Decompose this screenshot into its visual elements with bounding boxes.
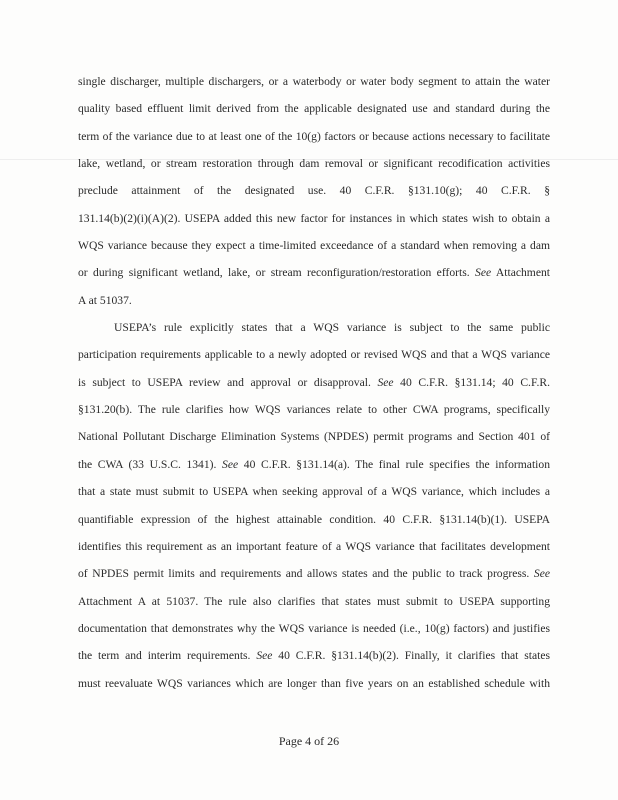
body-text [78,68,550,697]
text-line: the term and interim requirements. See 40 C.F.R. §131.14(b)(2). Finally, it clarifies that states [78,649,550,663]
text-line: of NPDES permit limits and requirements and allows states and the public to track progress. See [78,567,550,581]
text-line: quantifiable expression of the highest attainable condition. 40 C.F.R. §131.14(b)(1). USEPA [78,512,550,526]
text-line: §131.20(b). The rule clarifies how WQS variances relate to other CWA programs, specifically [78,403,550,417]
text-line: that a state must submit to USEPA when seeking approval of a WQS variance, which includes a [78,485,550,499]
text-line: is subject to USEPA review and approval or disapproval. See 40 C.F.R. §131.14; 40 C.F.R. [78,375,550,389]
citation-signal: See [256,649,273,663]
page-number: Page 4 of 26 [278,734,340,748]
text-line: must reevaluate WQS variances which are longer than five years on an established schedule with [78,676,550,690]
text-line: National Pollutant Discharge Elimination Systems (NPDES) permit programs and Section 401 of [78,430,550,444]
text-line: identifies this requirement as an important feature of a WQS variance that facilitates development [78,539,550,553]
text-line: participation requirements applicable to a newly adopted or revised WQS and that a WQS variance [78,348,550,362]
citation-signal: See [533,567,550,581]
text-line: or during significant wetland, lake, or stream reconfiguration/restoration efforts. See Attachment [78,266,550,280]
text-line: term of the variance due to at least one of the 10(g) factors or because actions necessary to facilitate [78,129,550,143]
text-line: quality based effluent limit derived from the applicable designated use and standard during the [78,102,550,116]
text-line: documentation that demonstrates why the WQS variance is needed (i.e., 10(g) factors) and justifies [78,621,550,635]
text-line: A at 51037. [78,293,132,307]
text-line: USEPA’s rule explicitly states that a WQS variance is subject to the same public [114,321,550,335]
text-line: Attachment A at 51037. The rule also clarifies that states must submit to USEPA supporting [78,594,550,608]
citation-signal: See [475,266,492,280]
text-line: lake, wetland, or stream restoration through dam removal or significant recodification activities [78,157,550,171]
text-line: the CWA (33 U.S.C. 1341). See 40 C.F.R. §131.14(a). The final rule specifies the information [78,457,550,471]
text-line: WQS variance because they expect a time-limited exceedance of a standard when removing a dam [78,239,550,253]
citation-signal: See [222,457,239,471]
text-line: 131.14(b)(2)(i)(A)(2). USEPA added this new factor for instances in which states wish to obtain a [78,211,550,225]
citation-signal: See [377,375,394,389]
text-line: single discharger, multiple dischargers, or a waterbody or water body segment to attain the water [78,75,550,88]
text-line: preclude attainment of the designated use. 40 C.F.R. §131.10(g); 40 C.F.R. § [78,184,550,198]
